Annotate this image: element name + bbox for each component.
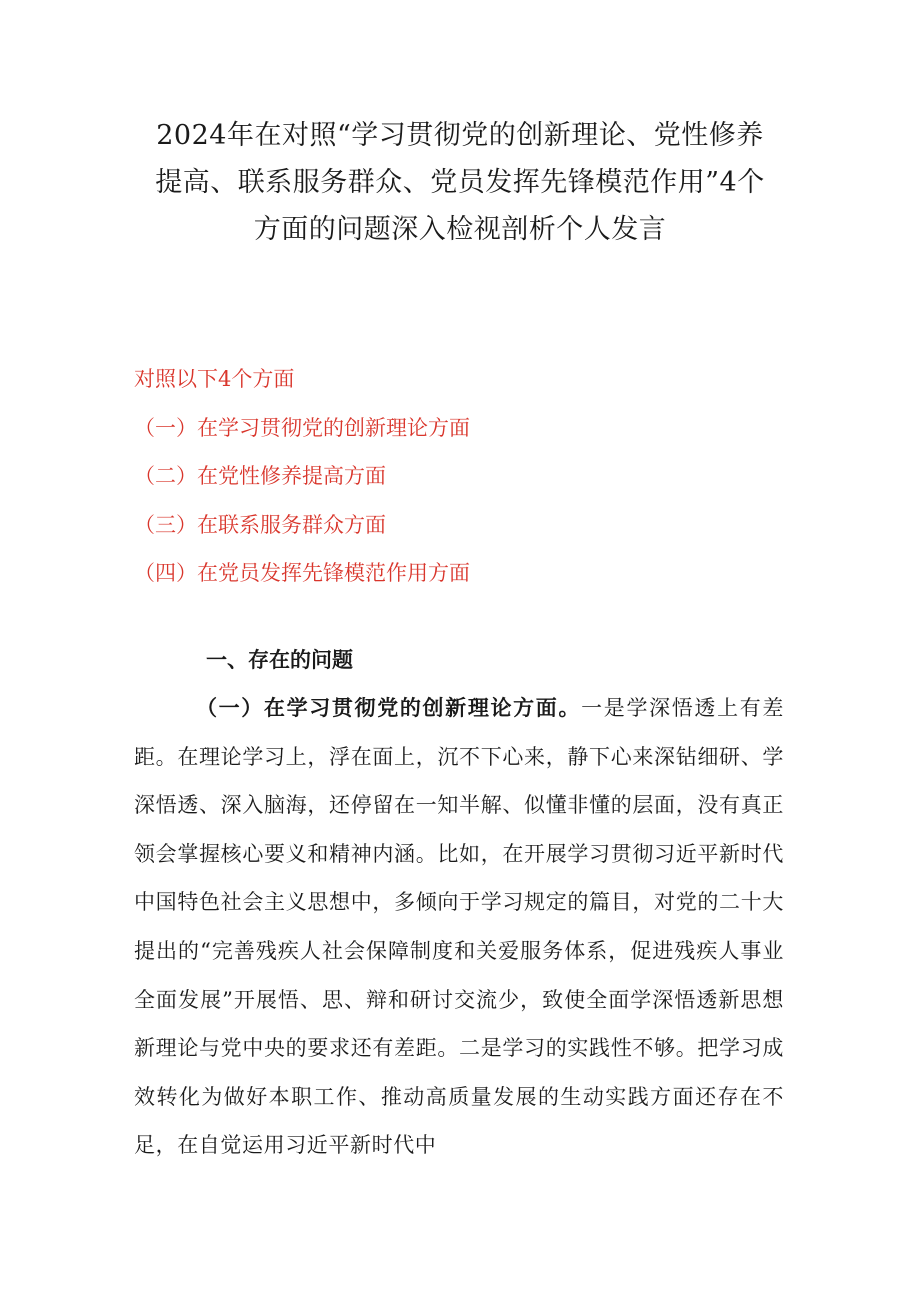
paragraph-lead: （一）在学习贯彻党的创新理论方面。 [195,695,582,720]
aspects-list [134,355,794,598]
section-heading: 一、存在的问题 [206,647,353,672]
title-line-2: 提高、联系服务群众、党员发挥先锋模范作用”4个 [155,167,765,198]
aspect-item-1: （一）在学习贯彻党的创新理论方面 [134,415,470,440]
body-paragraph [134,684,784,1170]
aspects-intro: 对照以下4个方面 [134,367,295,391]
title-line-1: 2024年在对照“学习贯彻党的创新理论、党性修养 [156,120,764,151]
paragraph-body: 一是学深悟透上有差距。在理论学习上，浮在面上，沉不下心来，静下心来深钻细研、学深悟透、深入脑海，还停留在一知半解、似懂非懂的层面，没有真正领会掌握核心要义和精神内涵。比如，在开展学习贯彻习近平新时代中国特色社会主义思想中，多倾向于学习规定的篇目，对党的二十大提出的“完善残疾人社会保障制度和关爱服务体系，促进残疾人事业全面发展”开展悟、思、辩和研讨交流少，致使全面学深悟透新思想新理论与党中央的要求还有差距。二是学习的实践性不够。把学习成效转化为做好本职工作、推动高质量发展的生动实践方面还存在不足，在自觉运用习近平新时代中 [134,696,784,1158]
aspect-item-2: （二）在党性修养提高方面 [134,464,386,488]
aspect-item-3: （三）在联系服务群众方面 [134,512,386,537]
title-line-3: 方面的问题深入检视剖析个人发言 [253,214,667,245]
document-title [130,112,790,253]
aspect-item-4: （四）在党员发挥先锋模范作用方面 [134,561,470,585]
